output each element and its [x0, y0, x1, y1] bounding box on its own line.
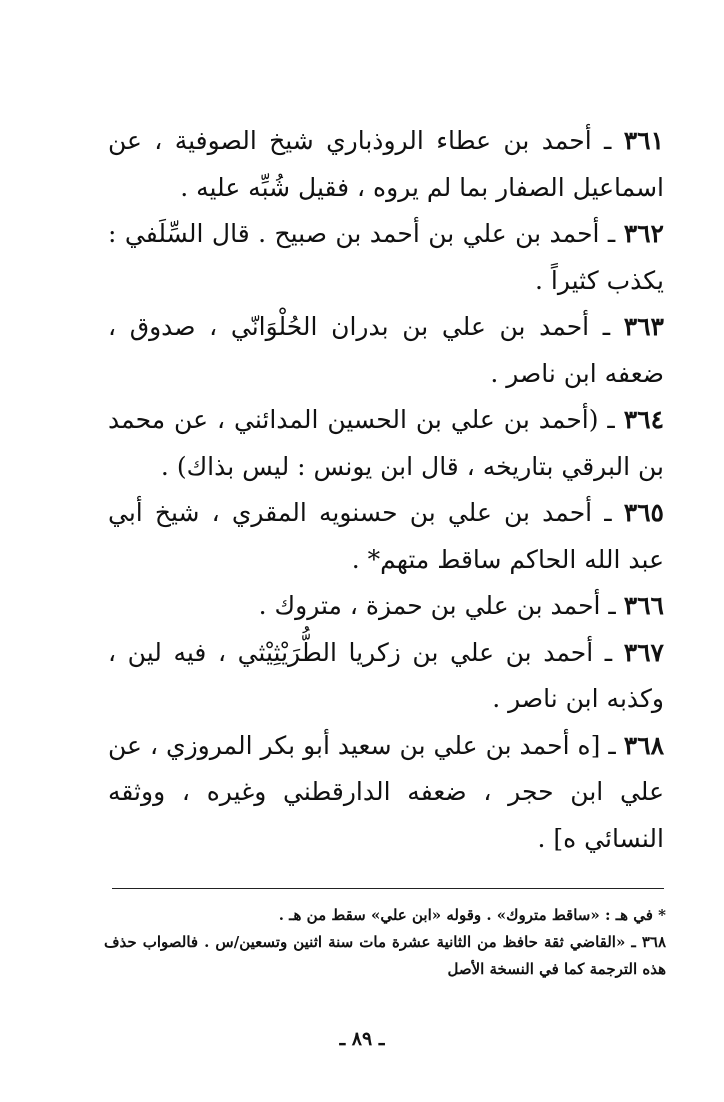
entry-367 [108, 630, 664, 723]
entry-separator: ـ [600, 730, 624, 760]
entry-number: ٣٦١ [623, 126, 665, 155]
footnotes [104, 902, 666, 983]
entry-366 [108, 583, 664, 630]
entry-separator: ـ [593, 637, 624, 667]
footnote-368: ٣٦٨ ـ «القاضي ثقة حافظ من الثانية عشرة مات سنة اثنين وتسعين/س . فالصواب حذف هذه الترجمة كما في النسخة الأصل [104, 933, 666, 978]
entries-list [108, 118, 664, 862]
entry-number: ٣٦٦ [623, 591, 664, 620]
entry-364 [108, 397, 664, 490]
entry-365 [108, 490, 664, 583]
entry-362 [108, 211, 664, 304]
entry-text: [ه أحمد بن علي بن سعيد أبو بكر المروزي ، عن علي ابن حجر ، ضعفه الدارقطني وغيره ، ووثقه النسائي ه] . [108, 730, 664, 853]
entry-text: أحمد بن عطاء الروذباري شيخ الصوفية ، عن اسماعيل الصفار بما لم يروه ، فقيل شُبِّه عليه . [108, 126, 664, 202]
entry-separator: ـ [599, 219, 624, 248]
entry-separator: ـ [591, 126, 624, 155]
entry-363 [108, 304, 664, 397]
footnote-asterisk: * في هـ : «ساقط متروك» . وقوله «ابن علي» سقط من هـ . [278, 906, 666, 924]
entry-separator: ـ [589, 312, 624, 341]
entry-text: أحمد بن علي بن حمزة ، متروك . [258, 591, 601, 620]
entry-separator: ـ [598, 405, 624, 434]
footnote-divider [112, 888, 664, 889]
entry-number: ٣٦٧ [623, 637, 664, 667]
entry-text: أحمد بن علي بن أحمد بن صبيح . قال السِّلَفي : يكذب كثيراً . [108, 219, 664, 295]
entry-number: ٣٦٢ [623, 219, 664, 248]
entry-361 [108, 118, 664, 211]
entry-368 [108, 723, 664, 863]
entry-text: أحمد بن علي بن زكريا الطُّرَيْثِيْثي ، فيه لين ، وكذبه ابن ناصر . [108, 637, 664, 713]
entry-text: أحمد بن علي بن بدران الحُلْوَانّي ، صدوق ، ضعفه ابن ناصر . [108, 312, 664, 388]
entry-number: ٣٦٤ [623, 405, 665, 434]
entry-separator: ـ [600, 591, 624, 620]
entry-separator: ـ [592, 498, 624, 527]
entry-text: أحمد بن علي بن حسنويه المقري ، شيخ أبي عبد الله الحاكم ساقط متهم* . [108, 498, 664, 574]
entry-text: (أحمد بن علي بن الحسين المدائني ، عن محمد بن البرقي بتاريخه ، قال ابن يونس : ليس بذاك) . [108, 405, 664, 481]
entry-number: ٣٦٨ [623, 730, 665, 760]
entry-number: ٣٦٣ [623, 312, 664, 341]
entry-number: ٣٦٥ [623, 498, 664, 527]
page-number: ـ ٨٩ ـ [339, 1028, 385, 1050]
